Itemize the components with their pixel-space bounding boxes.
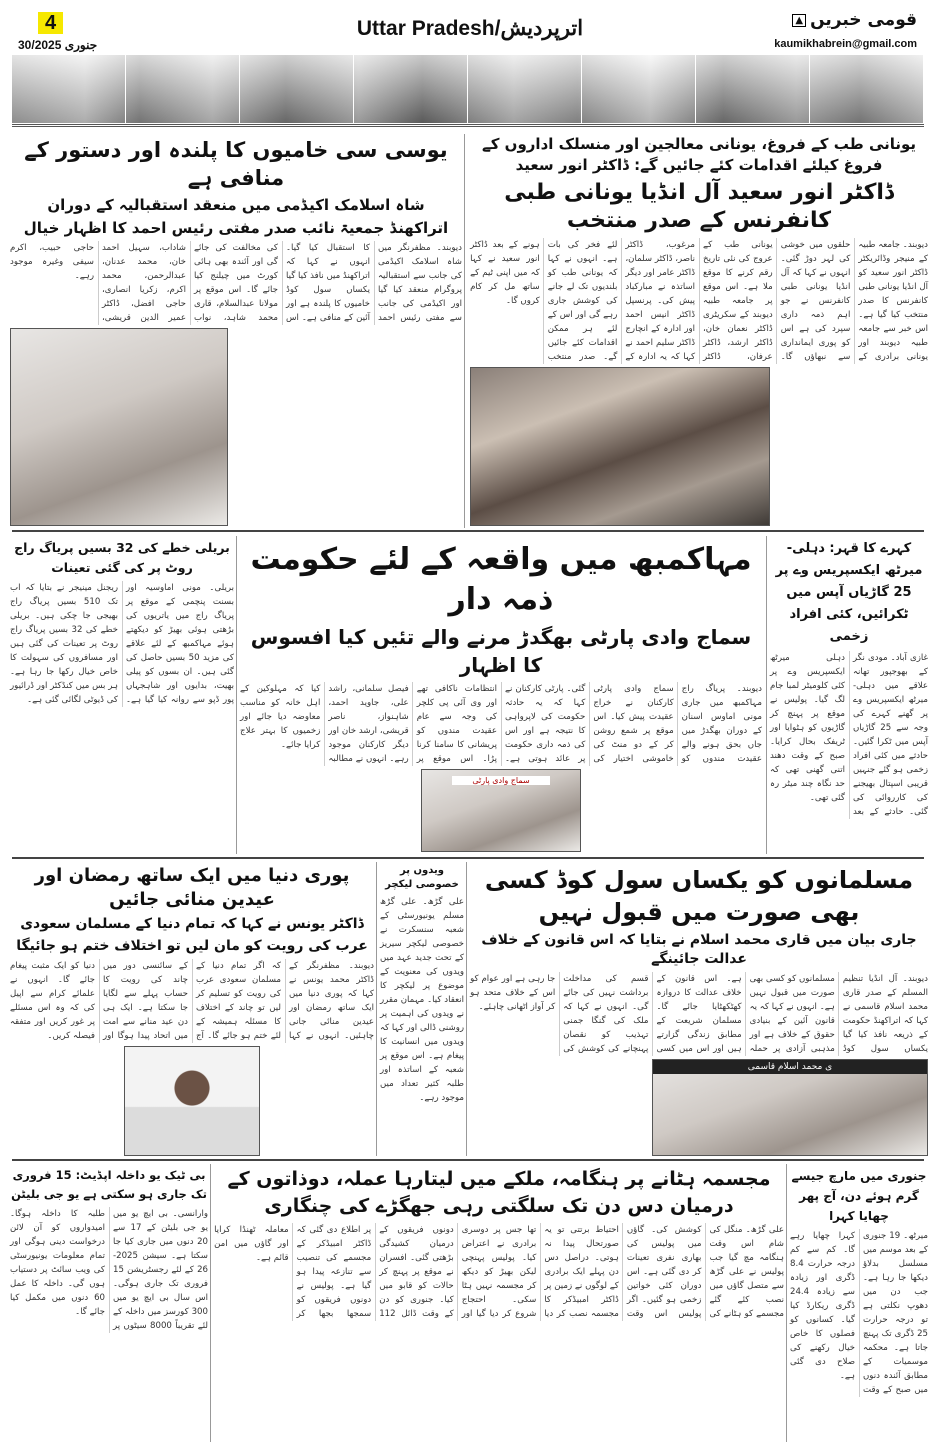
ucc-body: دیوبند۔ مظفرنگر میں شاہ اسلامک اکیڈمی کی جانب سے استقبالیہ پروگرام منعقد کیا گیا اور اکیڈمی کی جانب سے مفتی رئیس احمد کا استقبال کیا گیا۔ انہوں نے کہا کہ اتراکھنڈ میں نافذ کیا گیا یکساں سول کوڈ خامیوں کا پلندہ ہے اور آئین کے منافی ہے۔ اس کی مخالفت کی جائے گی اور آئندہ بھی ہائی کورٹ میں چیلنج کیا جائے گا۔ اس موقع پر مولانا عبدالسلام، قاری محمد شاہد، نواب شاداب، سہیل احمد خان، محمد عدنان، عبدالرحمن، محمد اکرم، زکریا انصاری، حاجی افضل، ڈاکٹر عمیر الدین قریشی، حاجی حبیب، اکرم سیفی وغیرہ موجود رہے۔	[10, 243, 462, 323]
statue-article	[214, 1166, 784, 1440]
weather-article	[790, 1166, 928, 1440]
fog-article	[770, 538, 928, 852]
qari-islam-portrait-photo	[652, 1059, 928, 1156]
column-divider	[210, 1164, 211, 1442]
kumbh-subhead: سماج وادی پارٹی بھگدڑ مرنے والے تئیں کیا افسوس کا اظہار	[250, 625, 752, 677]
buses-article	[10, 538, 234, 852]
fog-headline: کہرے کا قہر: دہلی- میرٹھ ایکسپریس وے پر 25 گاڑیاں آپس میں ٹکرائیں، کئی افراد زخمی	[775, 541, 923, 644]
vedas-headline: ویدوں پر خصوصی لیکچر	[385, 865, 459, 890]
section-divider	[12, 530, 924, 532]
btech-body: وارانسی۔ بی ایچ یو میں یو جی بلیٹن کے 17 سے 20 دنوں میں جاری کیا جا سکتا ہے۔ سیشن 2025-26 کے لئے رجسٹریشن 15 فروری تک جاری ہوگی۔ اس سال بی ایچ یو میں 300 کورسز میں داخلہ کے لئے تقریباً 8000 سیٹوں پر طلبہ کا داخلہ ہوگا۔ امیدواروں کو آن لائن درخواست دینی ہوگی اور تمام معلومات یونیورسٹی کی ویب سائٹ پر دستیاب ہوں گی۔ داخلہ کا عمل 60 دنوں میں مکمل کیا جائے گا۔	[10, 1209, 209, 1331]
ucc-subhead-2: اتراکھنڈ جمعیۃ نائب صدر مفتی رئیس احمد کا اظہار خیال	[23, 219, 449, 237]
eid-subhead-1: ڈاکٹر یونس نے کہا کہ تمام دنیا کے مسلمان سعودی	[20, 916, 364, 932]
unani-article	[470, 134, 928, 526]
eid-article	[10, 864, 374, 1156]
buses-body: بریلی۔ مونی اماوسیہ اور بسنت پنچمی کے موقع پر پریاگ راج میں یاتریوں کی بڑھتی ہوئی بھیڑ کو دیکھتے ہوئے مہاکمبھ کے لئے علاقے کی مزید 50 بسیں حاصل کی گئی ہیں۔ ان بسوں کو پیلی بھیت، بدایوں اور شاہجہاں پور ڈپو سے روانہ کیا گیا ہے۔ ریجنل مینیجر نے بتایا کہ اب تک 510 بسیں پریاگ راج بھیجی جا چکی ہیں۔ بریلی خطے کی 32 بسیں پریاگ راج روٹ پر تعینات کی گئی ہیں اور مسافروں کی سہولت کا خاص خیال رکھا جا رہا ہے۔ ہر بس میں کنڈکٹر اور ڈرائیور کی ڈیوٹی لگائی گئی ہے۔	[10, 583, 234, 705]
kumbh-candle-tribute-photo	[421, 769, 581, 852]
header-divider	[12, 124, 924, 127]
page-number: 4	[38, 12, 63, 34]
column-divider	[376, 862, 377, 1156]
kumbh-body: دیوبند۔ پریاگ راج مہاکمبھ میں جاری مونی اماوس اسنان کے دوران بھگدڑ میں جاں بحق ہونے والے عقیدت مندوں کو سماج وادی پارٹی کارکنان نے خراج عقیدت پیش کیا۔ اس موقع پر شمع روشن کر کے دو منٹ کی خاموشی اختیار کی گئی۔ پارٹی کارکنان نے کہا کہ یہ حادثہ حکومت کی لاپرواہی کا نتیجہ ہے اور اس کی ذمہ داری حکومت پر عائد ہوتی ہے۔ انتظامات ناکافی تھے اور وی آئی پی کلچر کی وجہ سے عام عقیدت مندوں کو پریشانی کا سامنا کرنا پڑا۔ اس موقع پر فیصل سلمانی، راشد علی، جاوید احمد، شاہنواز، ناصر قریشی، ارشد خان اور دیگر کارکنان موجود رہے۔ انہوں نے مطالبہ کیا کہ مہلوکین کے اہل خانہ کو مناسب معاوضہ دیا جائے اور زخمیوں کا بہتر علاج کرایا جائے۔	[240, 684, 762, 764]
column-divider	[466, 862, 467, 1156]
ucc-reception-photo	[10, 328, 228, 526]
fog-body: غازی آباد۔ مودی نگر کے بھوجپور تھانہ علاقے میں دہلی-میرٹھ ایکسپریس وے پر گھنے کہرے کی وجہ سے 25 گاڑیاں آپس میں ٹکرا گئیں۔ حادثے میں کئی افراد زخمی ہو گئے جنہیں قریبی اسپتال بھیجنے کی کارروائی کی گئی۔ حادثے کے بعد دہلی میرٹھ ایکسپریس وے پر کئی کلومیٹر لمبا جام لگ گیا۔ پولیس نے موقع پر پہنچ کر گاڑیوں کو ہٹوایا اور ٹریفک بحال کرایا۔ صبح کے وقت دھند اتنی گھنی تھی کہ حد نگاہ چند میٹر رہ گئی تھی۔	[770, 653, 928, 817]
statue-headline: مجسمہ ہٹانے پر ہنگامہ، ملکے میں لیتارہا عملہ، دوذاتوں کے درمیان دس دن تک سلگتی رہی جھگڑے کی چنگاری	[227, 1168, 771, 1217]
btech-article	[10, 1166, 208, 1440]
weather-body: میرٹھ۔ 19 جنوری کے بعد موسم میں مسلسل بدلاؤ دیکھا جا رہا ہے۔ جب دن میں دھوپ نکلتی ہے تو درجہ حرارت 25 ڈگری تک پہنچ جاتا ہے۔ محکمہ موسمیات کے مطابق آئندہ دنوں میں صبح کے وقت کہرا چھایا رہے گا۔ کم سے کم درجہ حرارت 8.4 ڈگری اور زیادہ سے زیادہ 24.4 ڈگری ریکارڈ کیا گیا۔ کسانوں کو فصلوں کا خاص خیال رکھنے کی صلاح دی گئی ہے۔	[790, 1231, 928, 1395]
monuments-banner-image	[12, 55, 924, 123]
ucc2-article	[470, 864, 928, 1156]
statue-body: علی گڑھ۔ منگل کی شام اس وقت ہنگامہ مچ گیا جب پولیس نے علی گڑھ سے متصل گاؤں میں نصب کئے گئے مجسمے کو ہٹانے کی کوشش کی۔ گاؤں میں پولیس کی بھاری نفری تعینات کر دی گئی ہے۔ اس دوران کئی خواتین زخمی ہو گئیں۔ اگر پولیس اس وقت احتیاط برتتی تو یہ صورتحال پیدا نہ ہوتی۔ دراصل دس دن پہلے ایک برادری کے لوگوں نے زمین پر ڈاکٹر امبیڈکر کا مجسمہ نصب کر دیا تھا جس پر دوسری برادری نے اعتراض کیا۔ پولیس پہنچی لیکن بھیڑ کو دیکھ کر مجسمہ نہیں ہٹا سکی۔ احتجاج شروع کر دیا گیا اور دونوں فریقوں کے درمیان کشیدگی بڑھتی گئی۔ افسران نے موقع پر پہنچ کر حالات کو قابو میں کیا۔ جنوری کو دن کے وقت ڈائل 112 پر اطلاع دی گئی کہ ڈاکٹر امبیڈکر کے مجسمے کی تنصیب سے تنازعہ پیدا ہو گیا ہے۔ پولیس نے دونوں فریقوں کو سمجھا بجھا کر معاملہ ٹھنڈا کرایا اور گاؤں میں امن قائم ہے۔	[214, 1225, 784, 1319]
photo-banner-text: سماج وادی پارٹی	[452, 776, 550, 785]
logo-emblem-icon: ▲	[792, 14, 806, 27]
column-divider	[786, 1164, 787, 1442]
buses-headline: بریلی خطے کی 32 بسیں پریاگ راج روٹ پر کی گئی تعینات	[14, 540, 230, 575]
contact-email: kaumikhabrein@gmail.com	[774, 38, 917, 50]
ucc2-body: دیوبند۔ آل انڈیا تنظیم المسلم کے صدر قاری محمد اسلام قاسمی نے کہا کہ اتراکھنڈ حکومت کے ذریعہ نافذ کیا گیا یکساں سول کوڈ مسلمانوں کو کسی بھی صورت میں قبول نہیں ہے۔ انہوں نے کہا کہ یہ قانون آئین کے بنیادی حقوق کے خلاف ہے اور مذہبی آزادی پر حملہ ہے۔ اس قانون کے خلاف عدالت کا دروازہ کھٹکھٹایا جائے گا۔ مسلمان شریعت کے مطابق زندگی گزارتے ہیں اور اس میں کسی قسم کی مداخلت برداشت نہیں کی جائے گی۔ انہوں نے کہا کہ ملک کی گنگا جمنی تہذیب کو نقصان پہنچانے کی کوشش کی جا رہی ہے اور عوام کو اس کے خلاف متحد ہو کر آواز اٹھانی چاہئے۔	[470, 974, 928, 1054]
column-divider	[464, 134, 465, 528]
logo-text: قومی خبریں	[810, 10, 917, 30]
btech-headline: بی ٹیک یو داخلہ اپڈیٹ: 15 فروری تک جاری ہو سکتی ہے یو جی بلیٹن	[11, 1168, 207, 1201]
section-divider	[12, 857, 924, 859]
ucc-headline: یوسی سی خامیوں کا پلندہ اور دستور کے منافی ہے	[24, 138, 448, 190]
unani-kicker: یونانی طب کے فروغ، یونانی معالجین اور منسلک اداروں کے فروغ کیلئے اقدامات کئے جائیں گے: ڈاکٹر انور سعید	[481, 135, 917, 174]
ucc2-subhead: جاری بیان میں قاری محمد اسلام نے بتایا کہ اس قانون کے خلاف عدالت جائینگے	[481, 932, 917, 967]
vedas-article	[380, 864, 464, 1156]
photo-banner-text: ی محمد اسلام قاسمی	[653, 1060, 927, 1074]
kumbh-headline: مہاکمبھ میں واقعہ کے لئے حکومت ذمہ دار	[250, 542, 752, 617]
ucc-subhead-1: شاہ اسلامک اکیڈمی میں منعقد استقبالیہ کے دوران	[47, 196, 425, 214]
eid-subhead-2: عرب کی رویت کو مان لیں تو اختلاف ختم ہو جائیگا	[16, 938, 368, 954]
eid-body: دیوبند۔ مظفرنگر کے ڈاکٹر محمد یونس نے کہا کہ پوری دنیا میں ایک ساتھ رمضان اور عیدین منائی جانی چاہئیں۔ انہوں نے کہا کہ اگر تمام دنیا کے مسلمان سعودی عرب کی رویت کو تسلیم کر لیں تو چاند کے اختلاف کا مسئلہ ہمیشہ کے لئے ختم ہو جائے گا۔ آج کے سائنسی دور میں چاند کی رویت کا حساب پہلے سے لگایا جا سکتا ہے۔ ایک ہی دن عید منانے سے امت میں اتحاد پیدا ہوگا اور دنیا کو ایک مثبت پیغام جائے گا۔ انہوں نے علمائے کرام سے اپیل کی کہ وہ اس مسئلے پر غور کریں اور متفقہ فیصلہ کریں۔	[10, 961, 374, 1041]
vedas-body: علی گڑھ۔ علی گڑھ مسلم یونیورسٹی کے شعبہ سنسکرت نے خصوصی لیکچر سیریز کے تحت جدید عہد میں ویدوں کی معنویت کے موضوع پر لیکچر کا انعقاد کیا۔ مہمان مقرر نے ویدوں کی اہمیت پر روشنی ڈالی اور کہا کہ ویدوں میں انسانیت کا پیغام ہے۔ اس موقع پر شعبہ کے اساتذہ اور طلبہ کثیر تعداد میں موجود رہے۔	[380, 897, 464, 1103]
column-divider	[766, 536, 767, 854]
section-divider	[12, 1159, 924, 1161]
unani-headline: ڈاکٹر انور سعید آل انڈیا یونانی طبی کانفرنس کے صدر منتخب	[504, 180, 894, 233]
masthead-logo	[792, 10, 917, 30]
weather-headline: جنوری میں مارچ جیسے گرم ہوئے دن، آج پھر چھایا کہرا	[791, 1169, 927, 1223]
unani-body: دیوبند۔ جامعہ طبیہ کے منیجر وڈائریکٹر ڈاکٹر انور سعید کو آل انڈیا یونانی طبی کانفرنس کا صدر منتخب کیا گیا ہے۔ اس خبر سے جامعہ طبیہ دیوبند اور یونانی برادری کے حلقوں میں خوشی کی لہر دوڑ گئی۔ انہوں نے کہا کہ آل انڈیا یونانی طبی کانفرنس نے جو اہم ذمہ داری سپرد کی ہے اس کو پوری ایمانداری سے نبھاؤں گا۔ یونانی طب کے عروج کی نئی تاریخ رقم کرنے کا موقع ملا ہے۔ اس موقع پر جامعہ طبیہ دیوبند کے سکریٹری ڈاکٹر نعمان خان، ڈاکٹر ارشد، ڈاکٹر عرفان، ڈاکٹر مرغوب، ڈاکٹر ناصر، ڈاکٹر سلمان، ڈاکٹر عامر اور دیگر اساتذہ نے مبارکباد پیش کی۔ پرنسپل ڈاکٹر انیس احمد اور ادارہ کے انچارج ڈاکٹر سلیم احمد نے کہا کہ یہ ادارہ کے لئے فخر کی بات ہے۔ انہوں نے کہا کہ یونانی طب کو بلندیوں تک لے جانے کی کوشش جاری رہے گی اور اس کے لئے ہر ممکن اقدامات کئے جائیں گے۔ صدر منتخب ہونے کے بعد ڈاکٹر انور سعید نے کہا کہ میں اپنی ٹیم کے ساتھ مل کر کام کروں گا۔	[470, 240, 928, 362]
column-divider	[236, 536, 237, 854]
kumbh-article	[240, 540, 762, 852]
ucc2-headline: مسلمانوں کو یکساں سول کوڈ کسی بھی صورت میں قبول نہیں	[484, 866, 914, 926]
issue-date: 30/جنوری 2025	[18, 38, 98, 52]
eid-headline: پوری دنیا میں ایک ساتھ رمضان اور عیدین منائی جائیں	[34, 865, 350, 910]
dr-younus-portrait-photo	[124, 1046, 260, 1156]
section-title: Uttar Pradesh/اترپردیش	[356, 17, 584, 40]
unani-group-photo	[470, 367, 770, 526]
ucc-article	[10, 136, 462, 526]
